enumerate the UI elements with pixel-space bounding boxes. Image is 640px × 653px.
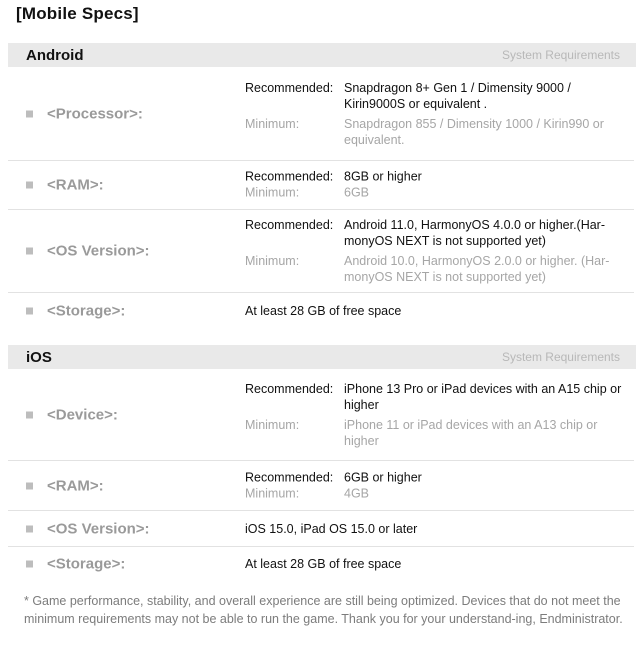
spec-label <box>26 477 104 494</box>
spec-label-text: <Processor>: <box>47 105 143 122</box>
spec-label <box>26 243 150 260</box>
spec-value: iOS 15.0, iPad OS 15.0 or later <box>245 521 418 536</box>
spec-label-text: <Storage>: <box>47 302 126 320</box>
android-ram-row <box>8 161 634 210</box>
spec-value: At least 28 GB of free space <box>245 304 402 318</box>
minimum-label: Minimum: <box>245 486 300 500</box>
recommended-label: Recommended: <box>245 80 334 95</box>
ios-ram-row <box>8 461 634 511</box>
bullet-icon <box>26 182 33 189</box>
spec-label <box>26 520 150 537</box>
ios-os-version-row <box>8 511 634 547</box>
recommended-value: Android 11.0, HarmonyOS 4.0.0 or higher.(Har-monyOS NEXT is not supported yet) <box>344 218 606 248</box>
spec-values <box>245 381 624 449</box>
spec-values <box>245 80 624 148</box>
minimum-value: 6GB <box>344 185 370 200</box>
spec-label <box>26 303 125 320</box>
recommended-line <box>245 170 624 185</box>
recommended-line <box>245 217 624 249</box>
ios-storage-row <box>8 547 634 581</box>
android-storage-row <box>8 293 634 329</box>
minimum-label: Minimum: <box>245 417 300 432</box>
spec-label-text: <RAM>: <box>47 477 104 494</box>
minimum-label: Minimum: <box>245 254 300 268</box>
bullet-icon <box>26 411 33 418</box>
minimum-label: Minimum: <box>245 185 300 200</box>
recommended-line <box>245 80 624 112</box>
recommended-line <box>245 381 624 413</box>
platform-name: Android <box>26 46 84 64</box>
spec-label-text: <OS Version>: <box>47 242 150 260</box>
recommended-value: 6GB or higher <box>344 470 422 484</box>
spec-values <box>245 217 624 285</box>
android-os-version-row <box>8 210 634 293</box>
minimum-value: Android 10.0, HarmonyOS 2.0.0 or higher. (Har-monyOS NEXT is not supported yet) <box>344 254 610 284</box>
recommended-label: Recommended: <box>245 169 334 184</box>
recommended-value: Snapdragon 8+ Gen 1 / Dimensity 9000 / Kirin9000S or equivalent . <box>344 80 571 111</box>
minimum-line <box>245 116 624 148</box>
minimum-line <box>245 186 624 201</box>
minimum-line <box>245 417 624 449</box>
minimum-value: Snapdragon 855 / Dimensity 1000 / Kirin990 or equivalent. <box>344 116 604 147</box>
ios-section-header <box>8 345 636 369</box>
recommended-value: 8GB or higher <box>344 169 422 184</box>
spec-values <box>245 303 624 319</box>
recommended-label: Recommended: <box>245 470 334 484</box>
bullet-icon <box>26 248 33 255</box>
recommended-label: Recommended: <box>245 381 334 396</box>
minimum-value: iPhone 11 or iPad devices with an A13 chip or higher <box>344 417 598 448</box>
spec-label-text: <Storage>: <box>47 555 126 573</box>
spec-label-text: <OS Version>: <box>47 520 150 537</box>
spec-value: At least 28 GB of free space <box>245 557 402 571</box>
recommended-label: Recommended: <box>245 218 334 232</box>
recommended-value: iPhone 13 Pro or iPad devices with an A15 chip or higher <box>344 381 622 412</box>
minimum-line <box>245 253 624 285</box>
spec-values <box>245 470 624 501</box>
recommended-line <box>245 470 624 485</box>
spec-label <box>26 177 104 194</box>
bullet-icon <box>26 525 33 532</box>
minimum-line <box>245 486 624 501</box>
page-title: [Mobile Specs] <box>16 4 139 23</box>
spec-label-text: <RAM>: <box>47 176 104 194</box>
bullet-icon <box>26 308 33 315</box>
bullet-icon <box>26 482 33 489</box>
bullet-icon <box>26 110 33 117</box>
spec-values <box>245 521 624 537</box>
platform-name: iOS <box>26 348 52 366</box>
system-requirements-label: System Requirements <box>501 350 620 364</box>
minimum-label: Minimum: <box>245 116 300 131</box>
android-section-header <box>8 43 636 67</box>
spec-values <box>245 170 624 201</box>
spec-label-text: <Device>: <box>47 406 118 423</box>
ios-device-row <box>8 369 634 461</box>
android-processor-row <box>8 67 634 161</box>
footnote: * Game performance, stability, and overall experience are still being optimized. Devices that do not meet the minimum requirements may not be able to run the game. Thank you for your understand-ing, Endministrator. <box>24 594 623 626</box>
system-requirements-label: System Requirements <box>501 48 620 62</box>
minimum-value: 4GB <box>344 486 370 500</box>
spec-label <box>26 556 125 573</box>
spec-values <box>245 556 624 572</box>
spec-label <box>26 105 143 122</box>
spec-label <box>26 406 118 423</box>
bullet-icon <box>26 561 33 568</box>
